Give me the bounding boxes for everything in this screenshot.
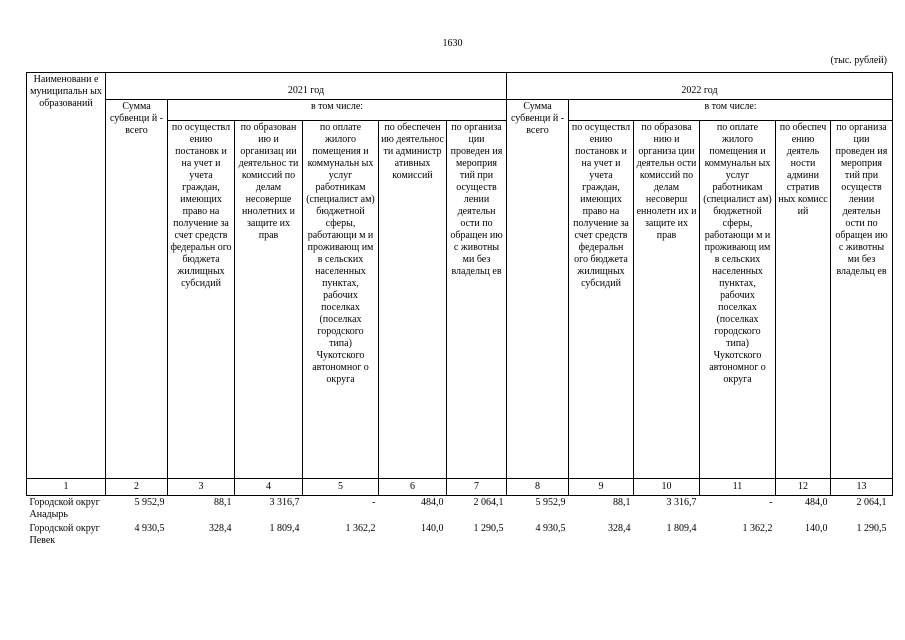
column-number: 12 (776, 479, 831, 496)
table-cell: 484,0 (805, 497, 828, 508)
column-number: 3 (168, 479, 235, 496)
header-2021-col4: по образован ию и организац ии деятельнос ти комиссий по делам несоверше ннолетних и защите их прав (235, 121, 303, 479)
header-year-2021: 2021 год (106, 73, 507, 100)
table-cell: - (372, 497, 376, 508)
table-row (27, 496, 893, 523)
units-label: (тыс. рублей) (830, 55, 887, 66)
column-number: 4 (235, 479, 303, 496)
header-2022-col10: по образова нию и организа ции деятельн ости комиссий по делам несоверш еннолетн их и защите их прав (634, 121, 700, 479)
table-cell: 140,0 (805, 523, 828, 534)
table-cell: 88,1 (214, 497, 232, 508)
subsidy-table (26, 72, 893, 548)
column-number: 8 (507, 479, 569, 496)
table-cell: 3 316,7 (269, 497, 300, 508)
table-cell: 1 290,5 (856, 523, 887, 534)
header-2022-col13: по организа ции проведен ия мероприя тий при осуществ лении деятельн ости по обращен ию с животны ми без владельц ев (831, 121, 893, 479)
header-including-2022: в том числе: (569, 100, 893, 121)
column-number: 10 (634, 479, 700, 496)
table-row (27, 522, 893, 548)
table-cell: 484,0 (421, 497, 444, 508)
table-cell: 2 064,1 (473, 497, 504, 508)
column-number: 6 (379, 479, 447, 496)
table-cell: 4 930,5 (134, 523, 165, 534)
table-cell: 1 290,5 (473, 523, 504, 534)
table-cell: 4 930,5 (535, 523, 566, 534)
header-2021-col6: по обеспечен ию деятельнос ти администр ативных комиссий (379, 121, 447, 479)
column-number: 1 (27, 479, 106, 496)
header-year-2022: 2022 год (507, 73, 893, 100)
table-cell: 3 316,7 (666, 497, 697, 508)
header-including-2021: в том числе: (168, 100, 507, 121)
header-2022-col12: по обеспеч ению деятель ности админи стратив ных комисс ий (776, 121, 831, 479)
header-2021-col5: по оплате жилого помещения и коммунальн ых услуг работникам (специалист ам) бюджетной сферы, работающи м и проживающ им в сельских населенных пунктах, рабочих поселках (поселках городского типа) Чукотского автономног о округа (303, 121, 379, 479)
column-number: 7 (447, 479, 507, 496)
header-2021-col3: по осуществл ению постановк и на учет и учета граждан, имеющих право на получение за счет средств федеральн ого бюджета жилищных субсидий (168, 121, 235, 479)
table-cell: 1 362,2 (742, 523, 773, 534)
column-number: 9 (569, 479, 634, 496)
table-cell: 140,0 (421, 523, 444, 534)
table-cell: 5 952,9 (134, 497, 165, 508)
header-municipalities: Наименовани е муниципальн ых образований (27, 73, 106, 479)
table-cell: - (769, 497, 773, 508)
table-cell: 1 809,4 (269, 523, 300, 534)
column-number: 11 (700, 479, 776, 496)
header-2022-col11: по оплате жилого помещения и коммунальн ых услуг работникам (специалист ам) бюджетной сферы, работающи м и проживающ им в сельских населенных пунктах, рабочих поселках (поселках городского типа) Чукотского автономног о округа (700, 121, 776, 479)
column-number: 2 (106, 479, 168, 496)
header-total-2021: Сумма субвенци й - всего (106, 100, 168, 479)
table-cell: 88,1 (613, 497, 631, 508)
header-total-2022: Сумма субвенци й - всего (507, 100, 569, 479)
municipality-name: Городской округ Певек (29, 523, 100, 546)
municipality-name: Городской округ Анадырь (29, 497, 100, 520)
page-number: 1630 (442, 38, 463, 49)
column-number-row (27, 479, 893, 496)
header-2021-col7: по организа ции проведен ия мероприя тий при осуществ лении деятельн ости по обращен ию с животны ми без владельц ев (447, 121, 507, 479)
table-cell: 328,4 (608, 523, 631, 534)
table-cell: 1 362,2 (345, 523, 376, 534)
column-number: 5 (303, 479, 379, 496)
header-2022-col9: по осуществл ению постановк и на учет и учета граждан, имеющих право на получение за счет средств федеральн ого бюджета жилищных субсидий (569, 121, 634, 479)
table-cell: 2 064,1 (856, 497, 887, 508)
column-number: 13 (831, 479, 893, 496)
table-cell: 328,4 (209, 523, 232, 534)
table-cell: 1 809,4 (666, 523, 697, 534)
table-cell: 5 952,9 (535, 497, 566, 508)
